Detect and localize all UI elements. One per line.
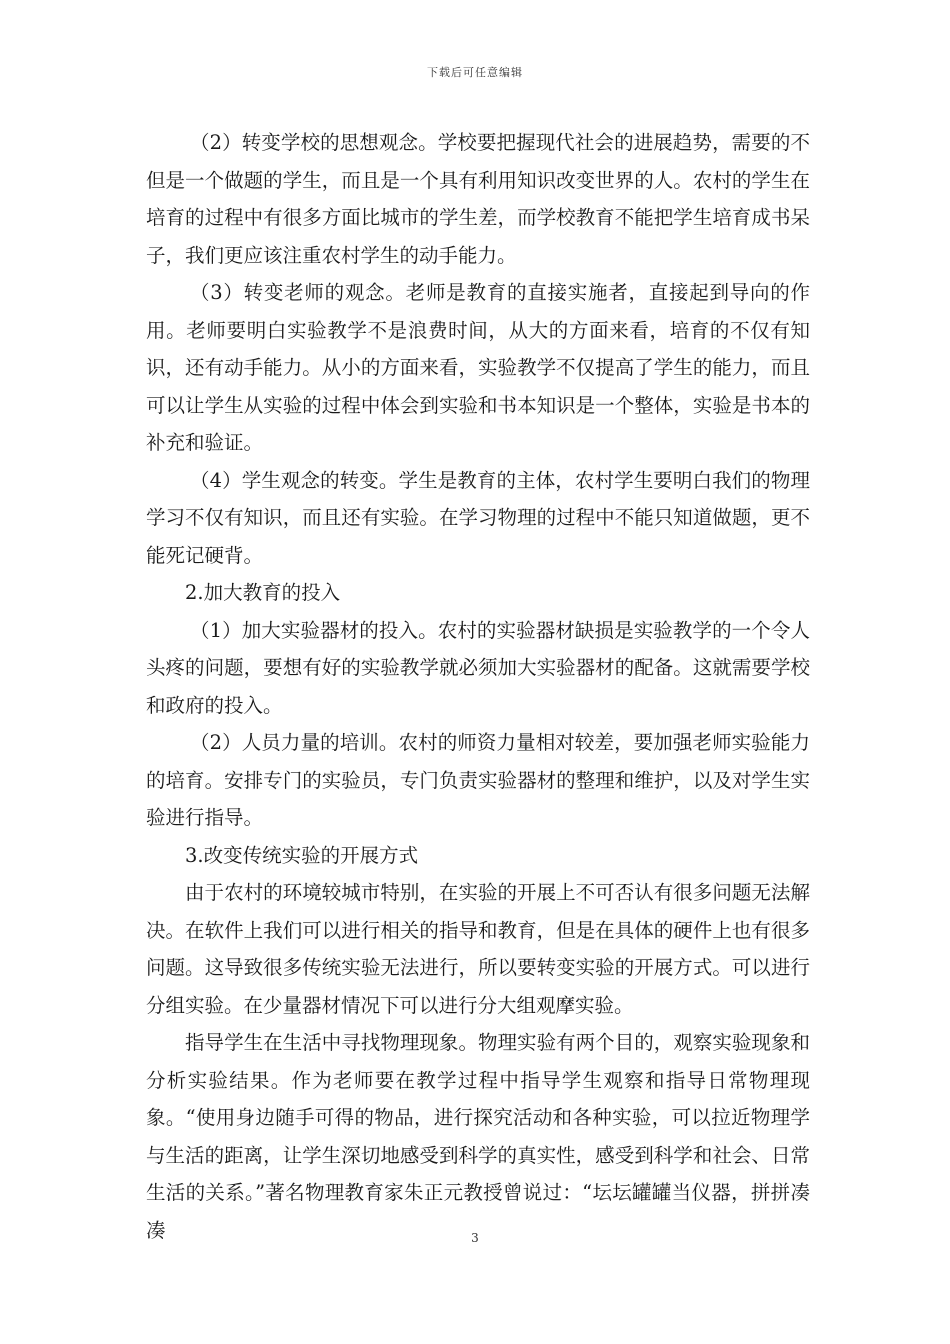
- page-number: 3: [471, 1231, 479, 1245]
- paragraph-teacher-concept: （3）转变老师的观念。老师是教育的直接实施者，直接起到导向的作用。老师要明白实验教学不是浪费时间，从大的方面来看，培育的不仅有知识，还有动手能力。从小的方面来看，实验教学不仅提高了学生的能力，而且可以让学生从实验的过程中体会到实验和书本知识是一个整体，实验是书本的补充和验证。: [146, 281, 810, 454]
- paragraph-school-concept: （2）转变学校的思想观念。学校要把握现代社会的进展趋势，需要的不但是一个做题的学生，而且是一个具有利用知识改变世界的人。农村的学生在培育的过程中有很多方面比城市的学生差，而学校教育不能把学生培育成书呆子，我们更应该注重农村学生的动手能力。: [146, 131, 810, 267]
- paragraph-daily-physics: 指导学生在生活中寻找物理现象。物理实验有两个目的，观察实验现象和分析实验结果。作为老师要在教学过程中指导学生观察和指导日常物理现象。“使用身边随手可得的物品，进行探究活动和各种实验，可以拉近物理学与生活的距离，让学生深切地感受到科学的真实性，感受到科学和社会、日常生活的关系。”著名物理教育家朱正元教授曾说过：“坛坛罐罐当仪器，拼拼凑凑: [146, 1031, 810, 1242]
- section-heading-investment: 2.加大教育的投入: [185, 581, 341, 604]
- paragraph-equipment-investment: （1）加大实验器材的投入。农村的实验器材缺损是实验教学的一个令人头疼的问题，要想有好的实验教学就必须加大实验器材的配备。这就需要学校和政府的投入。: [146, 618, 810, 717]
- section-heading-experiment-method: 3.改变传统实验的开展方式: [185, 843, 419, 867]
- document-body: [146, 124, 810, 1249]
- paragraph-rural-environment: 由于农村的环境较城市特别，在实验的开展上不可否认有很多问题无法解决。在软件上我们可以进行相关的指导和教育，但是在具体的硬件上也有很多问题。这导致很多传统实验无法进行，所以要转变实验的开展方式。可以进行分组实验。在少量器材情况下可以进行分大组观摩实验。: [146, 881, 810, 1017]
- page-header: 下载后可任意编辑: [427, 66, 523, 79]
- paragraph-student-concept: （4）学生观念的转变。学生是教育的主体，农村学生要明白我们的物理学习不仅有知识，而且还有实验。在学习物理的过程中不能只知道做题，更不能死记硬背。: [146, 468, 810, 567]
- paragraph-staff-training: （2）人员力量的培训。农村的师资力量相对较差，要加强老师实验能力的培育。安排专门的实验员，专门负责实验器材的整理和维护，以及对学生实验进行指导。: [146, 731, 810, 829]
